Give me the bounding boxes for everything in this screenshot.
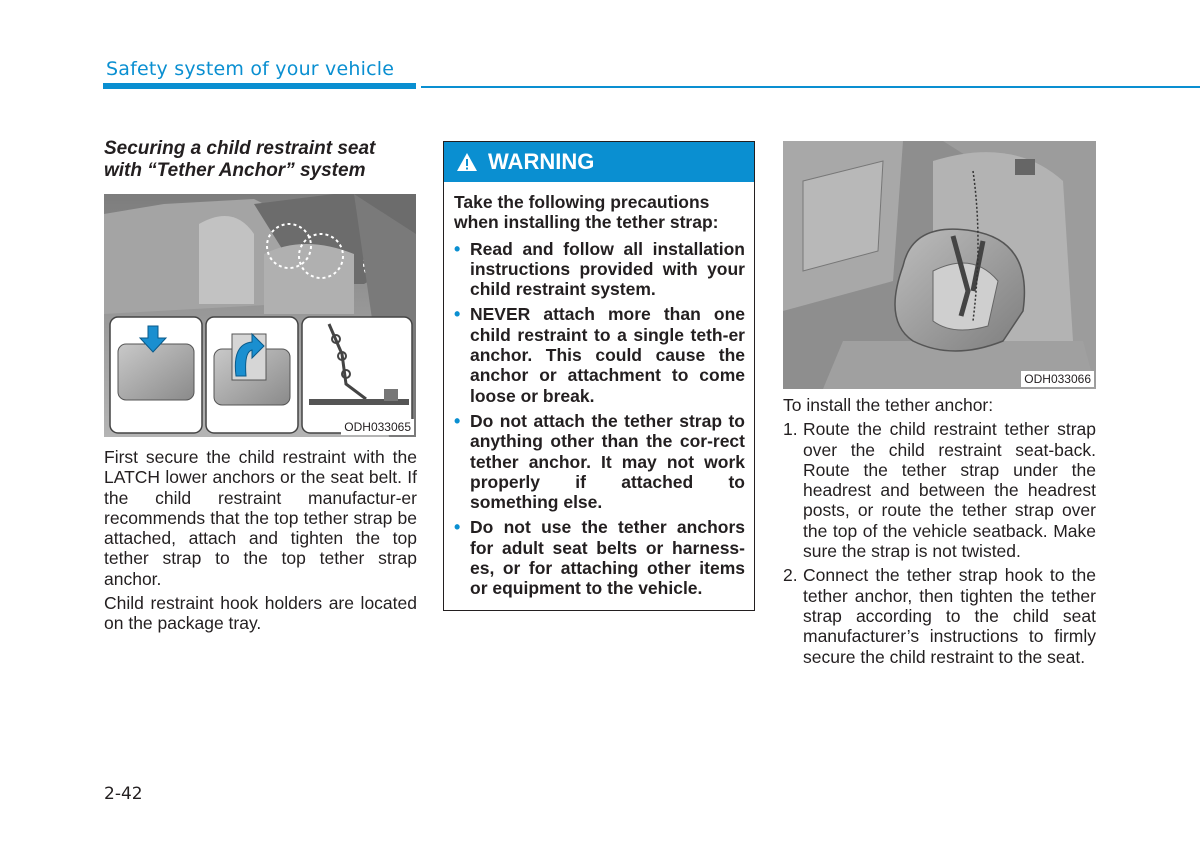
bullet-text: Read and follow all installation instructions provided with your child restraint system.: [470, 238, 745, 300]
bullet-dot-icon: •: [454, 238, 461, 259]
hook-holder-paragraph: Child restraint hook holders are located on the package tray.: [104, 593, 417, 634]
bullet-text: Do not use the tether anchors for adult seat belts or harness-es, or for attaching other items or equipment to the vehicle.: [470, 517, 745, 599]
bullet-text: NEVER attach more than one child restraint to a single teth-er anchor. This could cause the anchor or attachment to come loose or break.: [470, 304, 745, 406]
step-number: 1.: [783, 419, 798, 440]
list-item: [783, 565, 1096, 666]
list-item: [783, 419, 1096, 561]
warning-body: [444, 182, 754, 599]
heading-line-2: with “Tether Anchor” system: [104, 160, 366, 181]
steps-intro: To install the tether anchor:: [783, 395, 994, 415]
instruction-paragraph: First secure the child restraint with the LATCH lower anchors or the seat belt. If the child restraint manufactur-er recommends that the top tether strap be attached, attach and tighten the top tether strap to the top tether strap anchor.: [104, 447, 417, 589]
warning-title: WARNING: [488, 149, 595, 174]
figure-code: ODH033066: [1021, 371, 1094, 387]
child-seat-figure: [783, 141, 1096, 389]
bullet-text: Do not attach the tether strap to anything other than the cor-rect tether anchor. It may not work properly if attached to something else.: [470, 410, 745, 513]
warning-header: [444, 142, 754, 182]
bullet-dot-icon: •: [454, 304, 461, 325]
section-heading: [104, 138, 417, 182]
right-column: [783, 141, 1096, 671]
page-number: 2-42: [104, 784, 143, 804]
warning-box: [443, 141, 755, 611]
warning-intro: Take the following precautions when installing the tether strap:: [454, 192, 719, 233]
rear-seat-illustration: [104, 194, 416, 437]
warning-bullet: [454, 239, 745, 300]
child-seat-illustration: [783, 141, 1096, 389]
step-text: Connect the tether strap hook to the tether anchor, then tighten the tether strap according to the child seat manufacturer’s instructions to firmly secure the child restraint to the seat.: [803, 565, 1096, 667]
left-column: [104, 138, 417, 634]
tether-anchor-figure: [104, 194, 416, 437]
section-title: Safety system of your vehicle: [106, 58, 395, 80]
step-number: 2.: [783, 565, 798, 586]
header-rule: [421, 86, 1200, 88]
bullet-dot-icon: •: [454, 410, 461, 431]
warning-bullet: [454, 517, 745, 598]
header-accent-bar: [103, 83, 416, 89]
warning-bullet: [454, 304, 745, 405]
warning-triangle-icon: [456, 152, 478, 172]
bullet-dot-icon: •: [454, 517, 461, 538]
steps-list: [783, 419, 1096, 667]
warning-bullet: [454, 411, 745, 512]
step-text: Route the child restraint tether strap over the child restraint seat-back. Route the tether strap under the headrest and between the headrest posts, or route the tether strap over the top of the vehicle seatback. Make sure the strap is not twisted.: [803, 419, 1096, 562]
figure-code: ODH033065: [341, 419, 414, 435]
heading-line-1: Securing a child restraint seat: [104, 138, 376, 159]
